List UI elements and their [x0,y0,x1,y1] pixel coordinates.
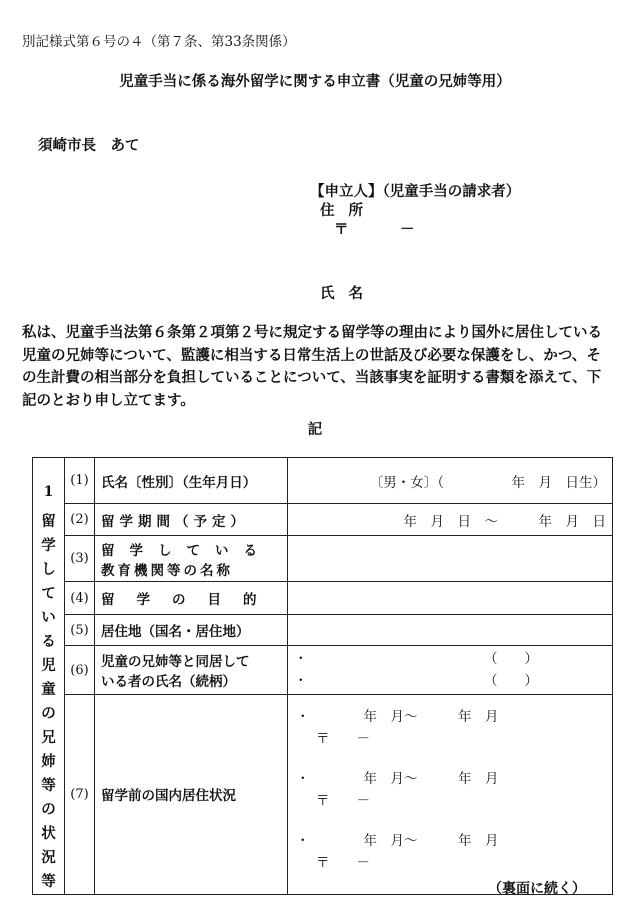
section-number: 1 [43,484,54,500]
row-number: (2) [65,504,95,536]
statement-paragraph: 私は、児童手当法第６条第２項第２号に規定する留学等の理由により国外に居住している児童の兄姉等について、監護に相当する日常生活上の世話及び必要な保護をし、かつ、その生計費の相当部分を負担していることについて、当該事実を証明する書類を添えて、下記のとおり申し立てます。 [22,324,602,409]
bullet: ・ [294,651,308,668]
row-label [95,646,288,694]
student-status-table [32,457,613,895]
row-label: 留学期間（予定） [95,504,288,536]
row-number: (3) [65,535,95,581]
section-label: 留学している児童の兄姉等の状況等 [41,513,56,890]
addressee: 須崎市長 あて [38,137,140,154]
row-number: (6) [65,646,95,694]
table-row [33,614,613,646]
study-period-field[interactable]: 年 月 日 ～ 年 月 日 [288,504,613,536]
name-label: 氏名 [320,285,377,302]
residence-postal: 〒 － [316,793,370,810]
postal-mark: 〒 [334,221,349,238]
row-number: (5) [65,614,95,646]
row-label: 留学の目的 [95,582,288,615]
cohabitant-field[interactable] [288,646,613,694]
residence-entry [294,831,606,881]
institution-name-field[interactable] [288,535,613,581]
residence-field[interactable] [288,614,613,646]
table-row [33,582,613,615]
continue-note: （裏面に続く） [488,881,586,897]
row-label [95,535,288,581]
table-row [33,535,613,581]
name-gender-birthdate-field[interactable]: 〔男・女〕（ 年 月 日生） [288,458,613,504]
row-label-line2: いる者の氏名（続柄） [101,674,236,691]
table-row [33,504,613,536]
relationship-paren: （ ） [484,673,538,690]
row-label: 留学前の国内居住状況 [95,694,288,894]
postal-dash: － [400,221,415,238]
row-number: (1) [65,458,95,504]
row-label-line1: 留学している [101,542,272,559]
document-title: 児童手当に係る海外留学に関する申立書（児童の兄姉等用） [119,73,511,90]
residence-entry [294,769,606,831]
section-cell [33,458,65,895]
table-row [33,646,613,694]
residence-period: ・ 年 月～ 年 月 [296,833,499,850]
row-label: 氏名〔性別〕（生年月日） [95,458,288,504]
residence-period: ・ 年 月～ 年 月 [296,771,499,788]
residence-postal: 〒 － [316,855,370,872]
row-label-line2: 教育機関等の名称 [101,562,233,579]
row-label: 居住地（国名・居住地） [95,614,288,646]
table-row [33,694,613,894]
row-label-line1: 児童の兄姉等と同居して [101,654,250,671]
row-number: (4) [65,582,95,615]
bullet: ・ [294,673,308,690]
address-label: 住所 [320,202,377,219]
applicant-heading: 【申立人】（児童手当の請求者） [310,183,521,200]
form-number: 別記様式第６号の４（第７条、第33条関係） [22,34,296,50]
residence-period: ・ 年 月～ 年 月 [296,709,499,726]
residence-entry [294,707,606,769]
study-purpose-field[interactable] [288,582,613,615]
row-number: (7) [65,694,95,894]
table-row [33,458,613,504]
domestic-residence-field[interactable] [288,694,613,894]
ki-heading: 記 [307,421,323,438]
residence-postal: 〒 － [316,731,370,748]
relationship-paren: （ ） [484,651,538,668]
